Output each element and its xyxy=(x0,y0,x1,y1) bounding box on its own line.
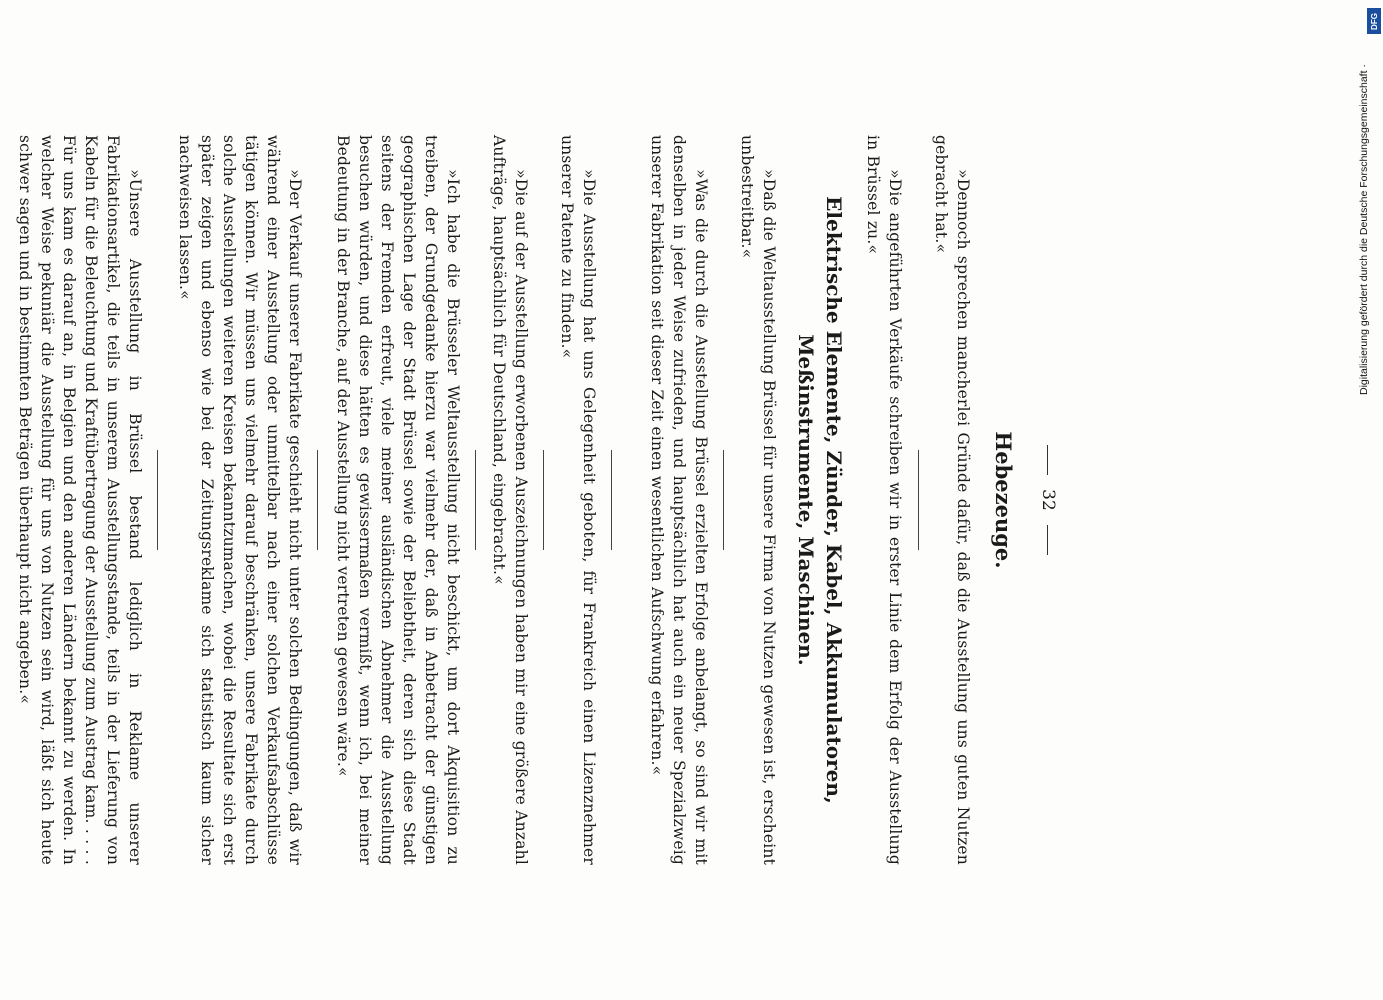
separator-rule xyxy=(918,450,919,550)
separator-rule xyxy=(723,450,724,550)
paragraph: »Die Ausstellung hat uns Gelegenheit geboten, für Frankreich einen Lizenznehmer unserer Patente zu finden.« xyxy=(558,135,598,865)
paragraph: »Was die durch die Ausstellung Brüssel erzielten Erfolge anbelangt, so sind wir mit denselben in jeder Weise zufrieden, und hauptsächlich hat auch ein neuer Spezialzweig unserer Fabrikation seit dieser Zeit einen wesentlichen Aufschwung erfahren.« xyxy=(648,135,710,865)
separator-rule xyxy=(475,450,476,550)
paragraph: »Die angeführten Verkäufe schreiben wir in erster Linie dem Erfolg der Ausstellung in Brüssel zu.« xyxy=(864,135,904,865)
separator-rule xyxy=(543,450,544,550)
dfg-logo: DFG xyxy=(1367,8,1381,34)
section-heading-hebezeuge: Hebezeuge. xyxy=(991,431,1016,569)
funding-notice-text: Digitalisierung gefördert durch die Deutsche Forschungsgemeinschaft · xyxy=(1358,64,1370,395)
paragraph: »Der Verkauf unserer Fabrikate geschieht nicht unter solchen Bedingungen, daß wir während einer Ausstellung oder unmittelbar nach einer solchen Verkaufsabschlüsse tätigen können. Wir müssen uns vielmehr darauf beschränken, unsere Fabrikate durch solche Ausstellungen weiteren Kreisen bekanntzumachen, wobei die Resultate sich erst später zeigen und ebenso wie bei der Zeitungsreklame sich statistisch kaum sicher nachweisen lassen.« xyxy=(176,135,304,865)
paragraph: »Die auf der Ausstellung erworbenen Auszeichnungen haben mir eine größere Anzahl Aufträge, hauptsächlich für Deutschland, eingebracht.« xyxy=(490,135,530,865)
separator-rule xyxy=(611,450,612,550)
page-number: 32 xyxy=(1038,70,1058,930)
separator-rule xyxy=(157,450,158,550)
paragraph: »Unsere Ausstellung in Brüssel bestand lediglich in Reklame unserer Fabrikationsartikel, die teils in unserem Ausstellungsstande, teils in der Lieferung von Kabeln für die Beleuchtung und Kraftübertragung der Ausstellung zum Austrag kam. . . . . Für uns kam es darauf an, in Belgien und den anderen Ländern bekannt zu werden. In welcher Weise pekuniär die Ausstellung für uns von Nutzen sein wird, läßt sich heute schwer sagen und in bestimmten Beträgen überhaupt nicht angeben.« xyxy=(16,135,144,865)
separator-rule xyxy=(317,450,318,550)
rotated-document-page xyxy=(0,70,1116,930)
paragraph: »Ich habe die Brüsseler Weltausstellung nicht beschickt, um dort Akquisition zu treiben, der Grundgedanke hierzu war vielmehr der, daß in Anbetracht der günstigen geographischen Lage der Stadt Brüssel sowie der Beliebtheit, deren sich diese Stadt seitens der Fremden erfreut, viele meiner ausländischen Abnehmer die Ausstellung besuchen würden, und diese hätten es gewissermaßen vermißt, wenn ich, bei meiner Bedeutung in der Branche, auf der Ausstellung nicht vertreten gewesen wäre.« xyxy=(334,135,462,865)
paragraph: »Dennoch sprechen mancherlei Gründe dafür, daß die Ausstellung uns guten Nutzen gebracht hat.« xyxy=(932,135,972,865)
section-heading-elektrische-elemente: Elektrische Elemente, Zünder, Kabel, Akkumulatoren, Meßinstrumente, Maschinen. xyxy=(794,196,846,804)
paragraph: »Daß die Weltausstellung Brüssel für unsere Firma von Nutzen gewesen ist, erscheint unbestreitbar.« xyxy=(738,135,778,865)
